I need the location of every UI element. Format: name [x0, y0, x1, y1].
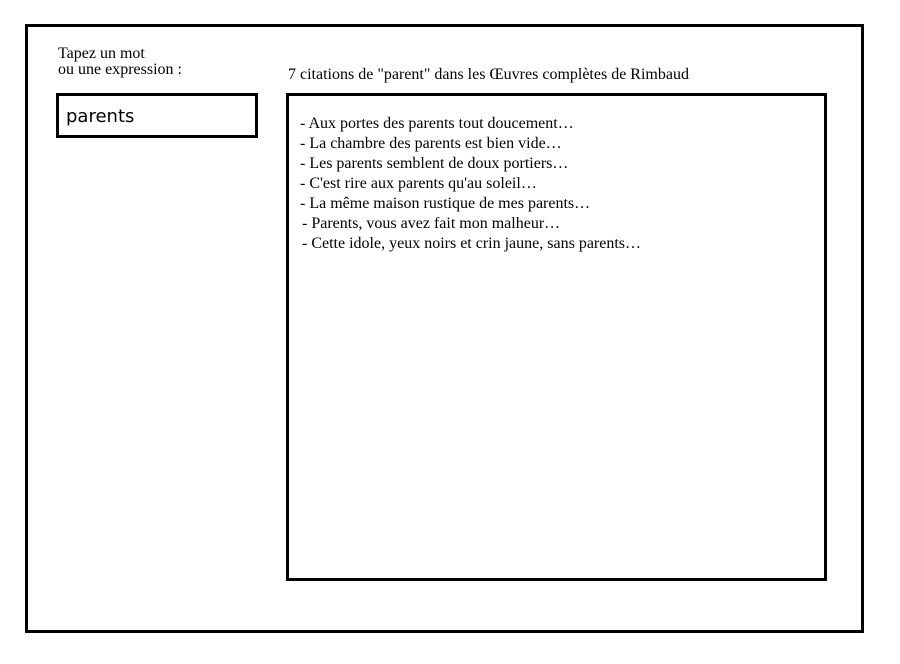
quote-item[interactable]: - La chambre des parents est bien vide…: [300, 135, 562, 152]
results-list: [300, 114, 641, 254]
main-window: [25, 24, 864, 633]
results-list-box[interactable]: [286, 93, 827, 581]
search-input[interactable]: [66, 105, 246, 127]
quote-item[interactable]: - Cette idole, yeux noirs et crin jaune, sans parents…: [302, 235, 642, 252]
quote-item[interactable]: - Parents, vous avez fait mon malheur…: [302, 215, 561, 232]
quote-item[interactable]: - C'est rire aux parents qu'au soleil…: [300, 175, 537, 192]
quote-item[interactable]: - Les parents semblent de doux portiers…: [300, 155, 569, 172]
search-prompt: [58, 46, 182, 78]
search-prompt-line2: ou une expression :: [58, 61, 182, 78]
results-header: 7 citations de "parent" dans les Œuvres complètes de Rimbaud: [288, 66, 689, 83]
quote-item[interactable]: - Aux portes des parents tout doucement…: [300, 115, 574, 132]
search-field[interactable]: [56, 93, 258, 138]
search-prompt-line1: Tapez un mot: [58, 45, 145, 62]
quote-item[interactable]: - La même maison rustique de mes parents…: [300, 195, 591, 212]
